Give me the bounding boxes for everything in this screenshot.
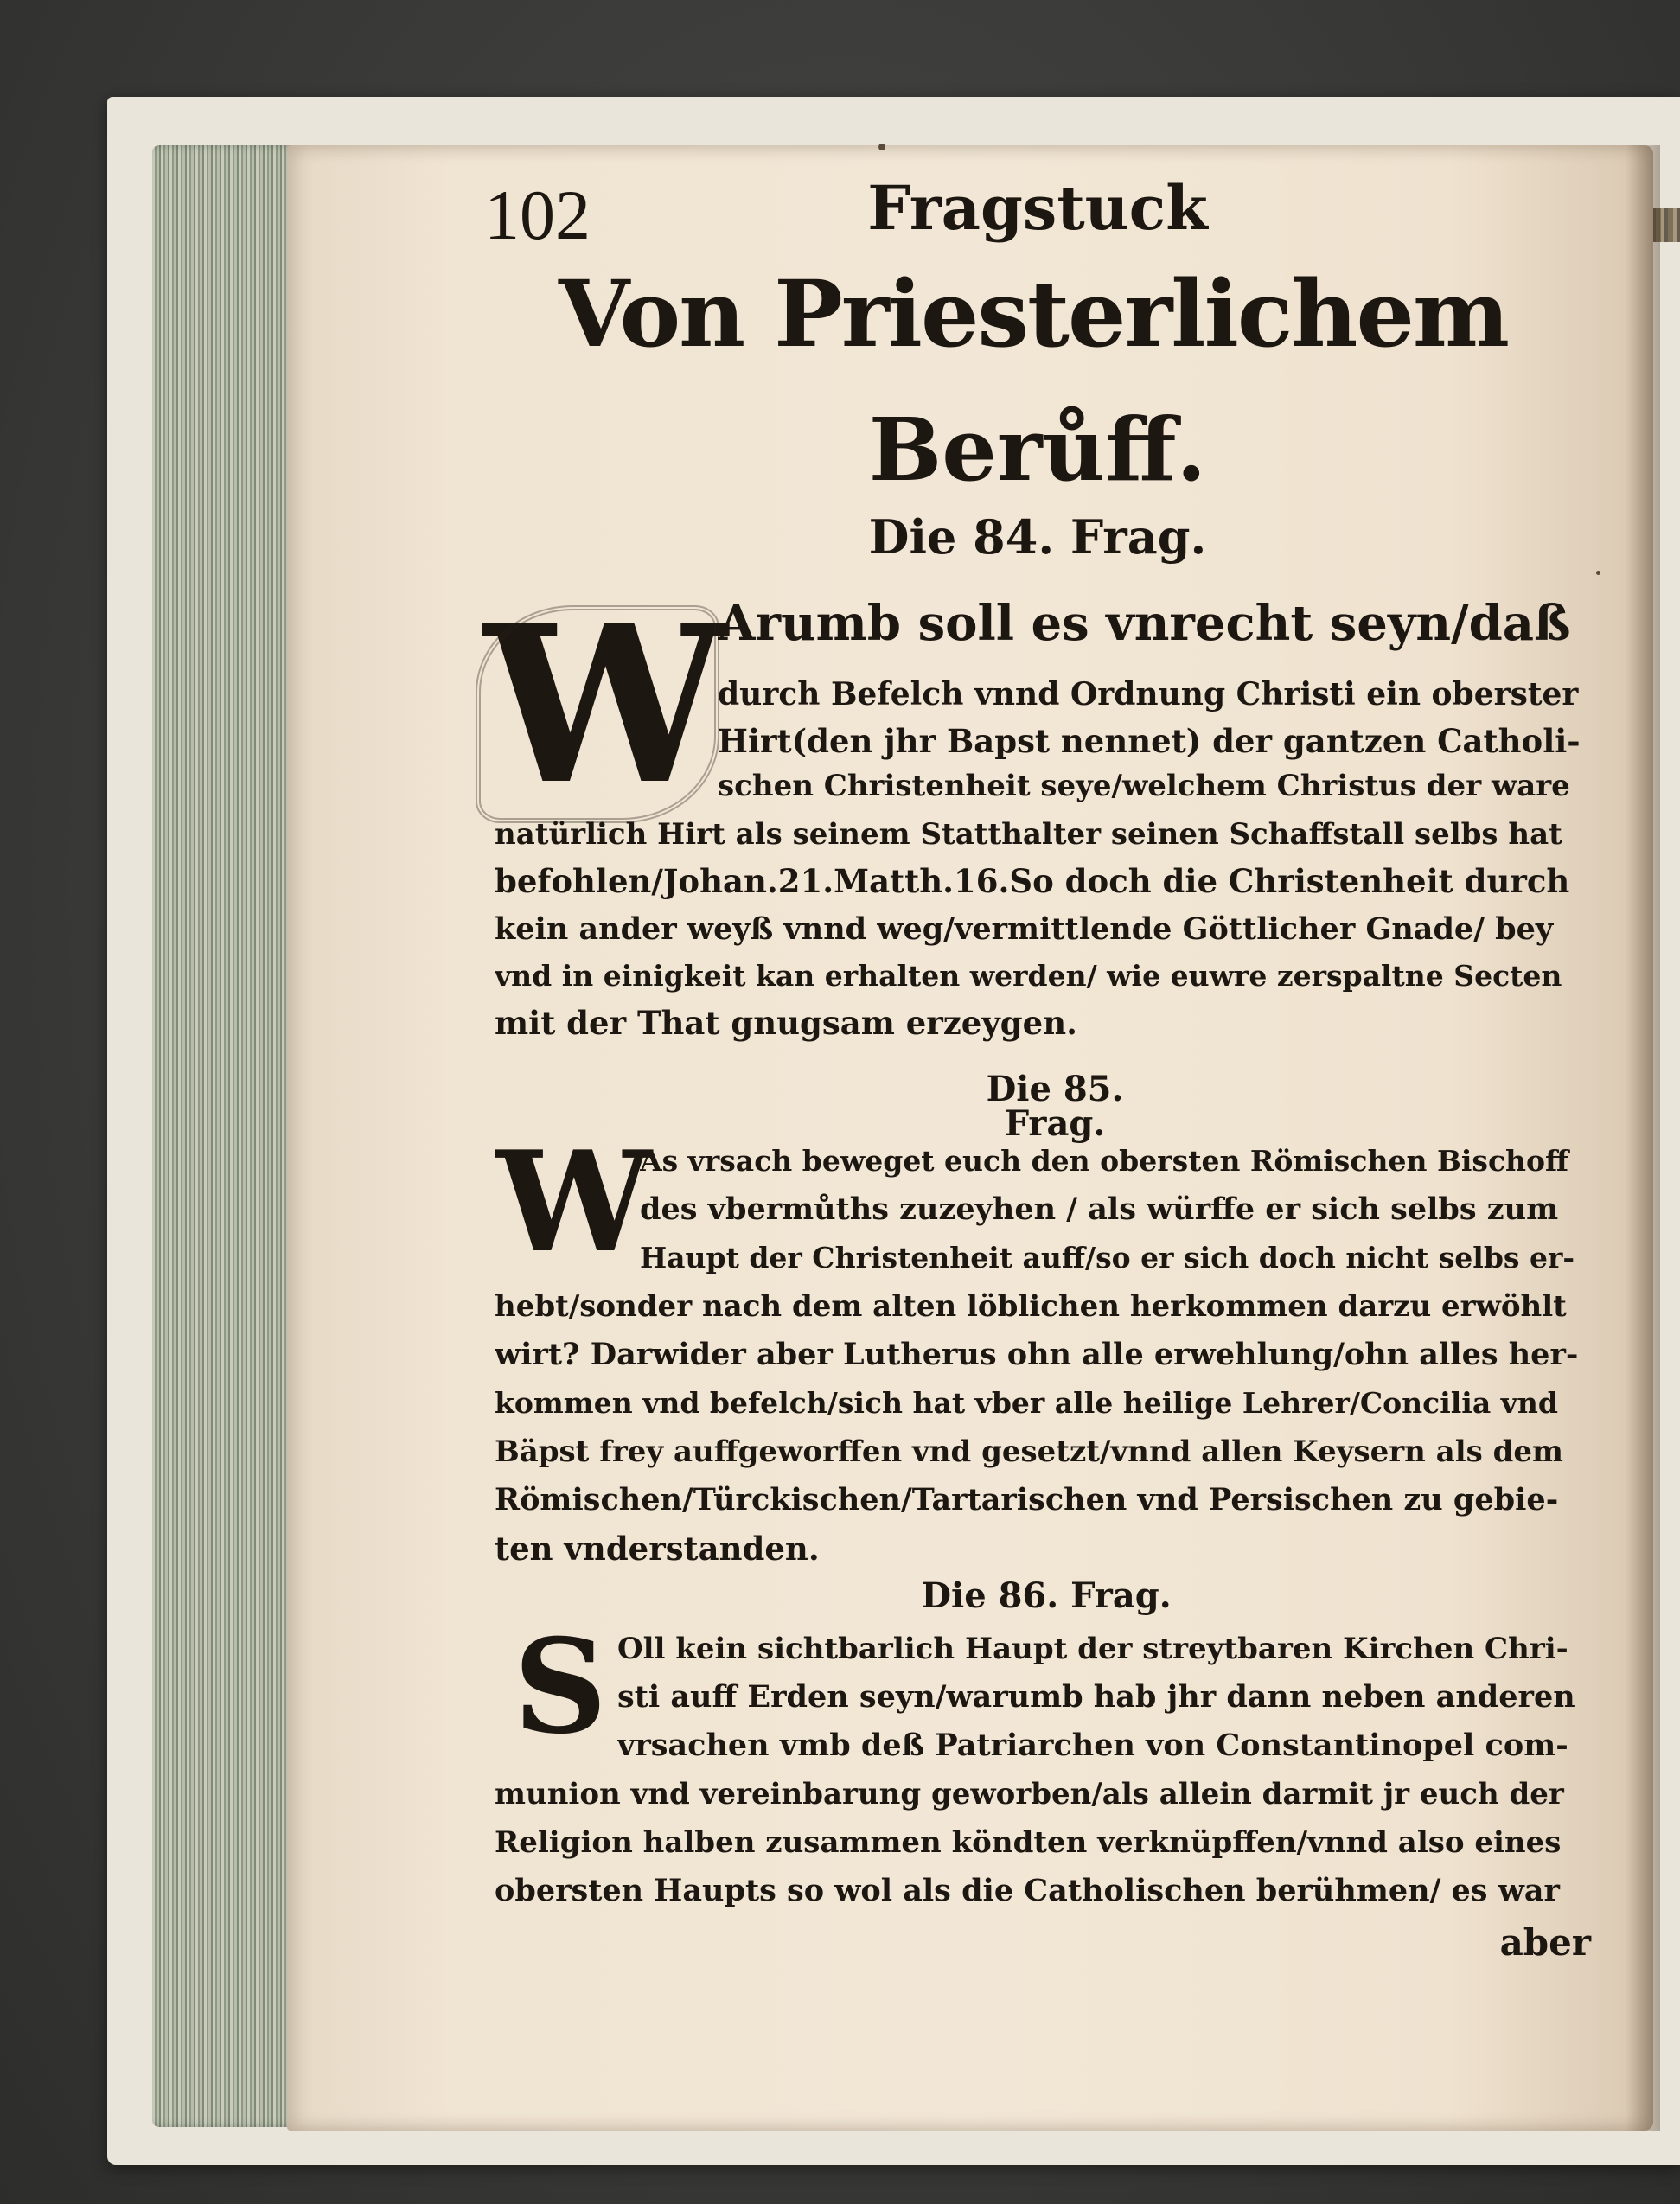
- text-line: sti auff Erden seyn/warumb hab jhr dann neben anderen: [617, 1679, 1575, 1715]
- text-line: mit der That gnugsam erzeygen.: [495, 1004, 1078, 1042]
- text-line: natürlich Hirt als seinem Statthalter seinen Schaffstall selbs hat: [495, 817, 1562, 852]
- text-line: des vbermůths zuzeyhen / als würffe er sich selbs zum: [640, 1191, 1559, 1227]
- page-number: 102: [484, 176, 591, 254]
- dropcap-84: W: [484, 578, 727, 832]
- page-title: Von Priesterlichem: [558, 259, 1509, 367]
- section-heading-85: Die 85. Frag.: [986, 1069, 1124, 1144]
- text-line: Oll kein sichtbarlich Haupt der streytbaren Kirchen Chri-: [617, 1632, 1568, 1666]
- text-line: As vrsach beweget euch den obersten Römischen Bischoff: [640, 1144, 1569, 1178]
- title-sub: Berůff.: [868, 399, 1207, 501]
- text-line: munion vnd vereinbarung geworben/als allein darmit jr euch der: [495, 1777, 1564, 1811]
- gutter-shadow: [1626, 145, 1660, 2131]
- text-line: kein ander weyß vnnd weg/vermittlende Göttlicher Gnade/ bey: [495, 911, 1554, 947]
- text-line: befohlen/Johan.21.Matth.16.So doch die Christenheit durch: [495, 862, 1570, 900]
- text-line: hebt/sonder nach dem alten löblichen herkommen darzu erwöhlt: [495, 1289, 1567, 1324]
- section-heading-86: Die 86. Frag.: [921, 1575, 1172, 1616]
- text-line: Haupt der Christenheit auff/so er sich doch nicht selbs er-: [640, 1241, 1575, 1274]
- title-top: Fragstuck: [867, 172, 1208, 244]
- catchword: aber: [1499, 1921, 1591, 1964]
- text-line: Arumb soll es vnrecht seyn/daß: [718, 595, 1571, 652]
- text-line: Bäpst frey auffgeworffen vnd gesetzt/vnnd allen Keysern als dem: [495, 1434, 1564, 1469]
- text-line: vnd in einigkeit kan erhalten werden/ wie euwre zerspaltne Secten: [495, 959, 1562, 993]
- text-line: obersten Haupts so wol als die Catholischen berühmen/ es war: [495, 1873, 1560, 1908]
- section-heading-84: Die 84. Frag.: [868, 509, 1207, 565]
- text-line: vrsachen vmb deß Patriarchen von Constantinopel com-: [617, 1728, 1568, 1763]
- text-line: ten vnderstanden.: [495, 1530, 820, 1568]
- text-line: durch Befelch vnnd Ordnung Christi ein oberster: [718, 676, 1579, 712]
- ink-speck: [1596, 571, 1600, 575]
- text-line: Römischen/Türckischen/Tartarischen vnd Persischen zu gebie-: [495, 1482, 1559, 1517]
- text-line: kommen vnd befelch/sich hat vber alle heilige Lehrer/Concilia vnd: [495, 1386, 1558, 1420]
- text-line: Religion halben zusammen köndten verknüpffen/vnnd also eines: [495, 1825, 1562, 1860]
- dropcap-85: W: [496, 1121, 652, 1283]
- dropcap-86: S: [513, 1611, 608, 1763]
- text-line: schen Christenheit seye/welchem Christus der ware: [718, 769, 1570, 803]
- text-line: Hirt(den jhr Bapst nennet) der gantzen Catholi-: [718, 722, 1581, 760]
- text-line: wirt? Darwider aber Lutherus ohn alle erwehlung/ohn alles her-: [495, 1337, 1579, 1372]
- ink-speck: [878, 144, 885, 150]
